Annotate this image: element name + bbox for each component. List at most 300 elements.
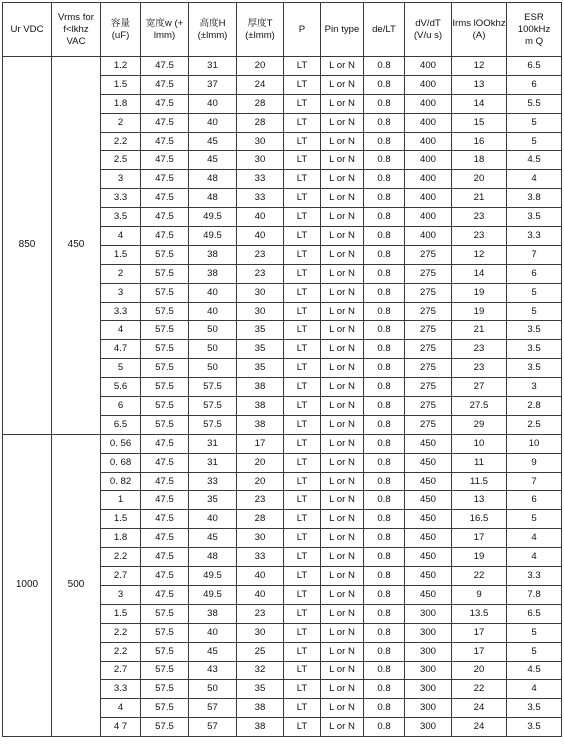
- cell-height: 50: [189, 680, 237, 699]
- cell-height: 50: [189, 321, 237, 340]
- cell-height: 38: [189, 264, 237, 283]
- cell-pin-type: L or N: [321, 397, 364, 416]
- cell-irms: 15: [452, 113, 507, 132]
- cell-height: 40: [189, 113, 237, 132]
- header-text: f<lkhz: [63, 23, 89, 35]
- header-text: (±lmm): [245, 29, 275, 41]
- cell-thickness: 17: [237, 434, 284, 453]
- cell-height: 40: [189, 623, 237, 642]
- cell-pin-type: L or N: [321, 57, 364, 76]
- cell-pin-type: L or N: [321, 434, 364, 453]
- cell-dv-dt: 275: [405, 321, 452, 340]
- header-text: dV/dT: [415, 17, 441, 29]
- cell-height: 31: [189, 453, 237, 472]
- cell-capacitance: 2.2: [101, 548, 141, 567]
- cell-height: 45: [189, 132, 237, 151]
- cell-pin-type: L or N: [321, 699, 364, 718]
- cell-esr: 3.8: [507, 189, 562, 208]
- cell-de-lt: 0.8: [364, 623, 405, 642]
- table-body: [3, 57, 562, 737]
- cell-de-lt: 0.8: [364, 510, 405, 529]
- cell-de-lt: 0.8: [364, 132, 405, 151]
- header-text: Vrms for: [58, 11, 94, 23]
- cell-width: 57.5: [141, 699, 189, 718]
- cell-de-lt: 0.8: [364, 283, 405, 302]
- cell-irms: 18: [452, 151, 507, 170]
- cell-capacitance: 1.2: [101, 57, 141, 76]
- cell-esr: 3.5: [507, 321, 562, 340]
- header-row: [3, 3, 562, 57]
- cell-capacitance: 2: [101, 264, 141, 283]
- cell-pin-type: L or N: [321, 75, 364, 94]
- cell-de-lt: 0.8: [364, 264, 405, 283]
- cell-width: 57.5: [141, 264, 189, 283]
- cell-capacitance: 2.5: [101, 151, 141, 170]
- cell-width: 57.5: [141, 283, 189, 302]
- cell-thickness: 35: [237, 321, 284, 340]
- cell-pin-type: L or N: [321, 94, 364, 113]
- cell-capacitance: 2.2: [101, 623, 141, 642]
- header-esr: [507, 3, 562, 57]
- cell-pin-type: L or N: [321, 340, 364, 359]
- cell-irms: 22: [452, 680, 507, 699]
- cell-height: 38: [189, 245, 237, 264]
- cell-width: 47.5: [141, 453, 189, 472]
- cell-dv-dt: 275: [405, 264, 452, 283]
- cell-height: 57.5: [189, 378, 237, 397]
- cell-width: 57.5: [141, 623, 189, 642]
- cell-pin-type: L or N: [321, 227, 364, 246]
- cell-de-lt: 0.8: [364, 529, 405, 548]
- cell-de-lt: 0.8: [364, 472, 405, 491]
- cell-capacitance: 3.3: [101, 302, 141, 321]
- cell-esr: 3.3: [507, 227, 562, 246]
- header-width: [141, 3, 189, 57]
- cell-width: 57.5: [141, 359, 189, 378]
- cell-de-lt: 0.8: [364, 189, 405, 208]
- cell-height: 40: [189, 510, 237, 529]
- cell-width: 57.5: [141, 642, 189, 661]
- cell-thickness: 30: [237, 302, 284, 321]
- cell-esr: 3.5: [507, 699, 562, 718]
- cell-capacitance: 0. 68: [101, 453, 141, 472]
- header-text: lmm): [153, 29, 176, 41]
- header-text: m Q: [524, 35, 544, 47]
- cell-esr: 4: [507, 529, 562, 548]
- cell-pin-type: L or N: [321, 585, 364, 604]
- cell-thickness: 28: [237, 94, 284, 113]
- cell-thickness: 30: [237, 623, 284, 642]
- cell-pitch: LT: [284, 94, 321, 113]
- cell-esr: 6.5: [507, 604, 562, 623]
- cell-thickness: 38: [237, 699, 284, 718]
- cell-pitch: LT: [284, 283, 321, 302]
- cell-irms: 24: [452, 699, 507, 718]
- cell-de-lt: 0.8: [364, 585, 405, 604]
- header-text: (uF): [111, 29, 130, 41]
- cell-esr: 3.5: [507, 208, 562, 227]
- cell-dv-dt: 450: [405, 510, 452, 529]
- cell-width: 47.5: [141, 585, 189, 604]
- cell-esr: 7: [507, 245, 562, 264]
- cell-capacitance: 1.8: [101, 94, 141, 113]
- cell-thickness: 20: [237, 472, 284, 491]
- cell-thickness: 35: [237, 359, 284, 378]
- cell-dv-dt: 300: [405, 718, 452, 737]
- header-ur-vdc: [3, 3, 52, 57]
- cell-thickness: 28: [237, 113, 284, 132]
- cell-pitch: LT: [284, 510, 321, 529]
- cell-pitch: LT: [284, 359, 321, 378]
- cell-pin-type: L or N: [321, 642, 364, 661]
- cell-pitch: LT: [284, 415, 321, 434]
- header-capacitance: [101, 3, 141, 57]
- table-header: [3, 3, 562, 57]
- cell-irms: 17: [452, 642, 507, 661]
- cell-pitch: LT: [284, 623, 321, 642]
- cell-capacitance: 6.5: [101, 415, 141, 434]
- cell-irms: 19: [452, 548, 507, 567]
- cell-capacitance: 1.5: [101, 75, 141, 94]
- cell-pitch: LT: [284, 661, 321, 680]
- cell-irms: 13: [452, 491, 507, 510]
- cell-dv-dt: 450: [405, 529, 452, 548]
- cell-pitch: LT: [284, 604, 321, 623]
- cell-thickness: 25: [237, 642, 284, 661]
- cell-thickness: 32: [237, 661, 284, 680]
- cell-pin-type: L or N: [321, 453, 364, 472]
- cell-irms: 27: [452, 378, 507, 397]
- cell-pitch: LT: [284, 378, 321, 397]
- cell-dv-dt: 450: [405, 491, 452, 510]
- cell-pitch: LT: [284, 245, 321, 264]
- header-pitch: [284, 3, 321, 57]
- cell-dv-dt: 275: [405, 378, 452, 397]
- cell-capacitance: 4: [101, 321, 141, 340]
- cell-pitch: LT: [284, 321, 321, 340]
- header-de-lt: [364, 3, 405, 57]
- cell-esr: 3.5: [507, 340, 562, 359]
- cell-esr: 5: [507, 623, 562, 642]
- header-text: (V/u s): [413, 29, 443, 41]
- cell-pin-type: L or N: [321, 245, 364, 264]
- cell-dv-dt: 300: [405, 661, 452, 680]
- cell-pitch: LT: [284, 302, 321, 321]
- cell-width: 47.5: [141, 548, 189, 567]
- cell-pitch: LT: [284, 529, 321, 548]
- cell-height: 49.5: [189, 227, 237, 246]
- cell-dv-dt: 400: [405, 208, 452, 227]
- cell-esr: 4: [507, 548, 562, 567]
- cell-esr: 2.8: [507, 397, 562, 416]
- cell-height: 50: [189, 340, 237, 359]
- cell-dv-dt: 450: [405, 548, 452, 567]
- cell-esr: 4: [507, 680, 562, 699]
- cell-irms: 16.5: [452, 510, 507, 529]
- cell-irms: 21: [452, 189, 507, 208]
- cell-thickness: 33: [237, 170, 284, 189]
- cell-pin-type: L or N: [321, 415, 364, 434]
- cell-irms: 12: [452, 57, 507, 76]
- cell-esr: 6: [507, 491, 562, 510]
- cell-width: 47.5: [141, 567, 189, 586]
- cell-irms: 29: [452, 415, 507, 434]
- header-text: VAC: [66, 35, 86, 47]
- cell-dv-dt: 275: [405, 340, 452, 359]
- cell-thickness: 30: [237, 529, 284, 548]
- cell-de-lt: 0.8: [364, 415, 405, 434]
- cell-pin-type: L or N: [321, 283, 364, 302]
- cell-irms: 12: [452, 245, 507, 264]
- cell-width: 47.5: [141, 170, 189, 189]
- cell-pitch: LT: [284, 113, 321, 132]
- header-text: 宽度w (+: [145, 17, 184, 29]
- cell-height: 57.5: [189, 397, 237, 416]
- cell-pitch: LT: [284, 340, 321, 359]
- cell-esr: 3: [507, 378, 562, 397]
- cell-capacitance: 0. 56: [101, 434, 141, 453]
- cell-pin-type: L or N: [321, 359, 364, 378]
- cell-capacitance: 4: [101, 227, 141, 246]
- cell-pitch: LT: [284, 434, 321, 453]
- header-dv-dt: [405, 3, 452, 57]
- header-text: Irms lOOkhz: [452, 17, 506, 29]
- cell-pin-type: L or N: [321, 510, 364, 529]
- cell-dv-dt: 275: [405, 397, 452, 416]
- cell-irms: 19: [452, 302, 507, 321]
- cell-dv-dt: 450: [405, 472, 452, 491]
- header-text: P: [298, 23, 306, 35]
- cell-de-lt: 0.8: [364, 75, 405, 94]
- cell-pin-type: L or N: [321, 170, 364, 189]
- cell-de-lt: 0.8: [364, 208, 405, 227]
- cell-capacitance: 1.5: [101, 604, 141, 623]
- cell-esr: 3.5: [507, 359, 562, 378]
- cell-width: 57.5: [141, 661, 189, 680]
- cell-dv-dt: 450: [405, 434, 452, 453]
- cell-width: 57.5: [141, 397, 189, 416]
- cell-height: 49.5: [189, 208, 237, 227]
- cell-thickness: 24: [237, 75, 284, 94]
- cell-thickness: 38: [237, 415, 284, 434]
- cell-de-lt: 0.8: [364, 604, 405, 623]
- cell-pitch: LT: [284, 718, 321, 737]
- cell-height: 49.5: [189, 585, 237, 604]
- table-row: [3, 57, 562, 76]
- cell-de-lt: 0.8: [364, 548, 405, 567]
- cell-dv-dt: 300: [405, 699, 452, 718]
- cell-dv-dt: 275: [405, 283, 452, 302]
- cell-capacitance: 1.8: [101, 529, 141, 548]
- cell-capacitance: 3: [101, 585, 141, 604]
- cell-pin-type: L or N: [321, 718, 364, 737]
- cell-pin-type: L or N: [321, 680, 364, 699]
- cell-pin-type: L or N: [321, 264, 364, 283]
- cell-de-lt: 0.8: [364, 567, 405, 586]
- cell-de-lt: 0.8: [364, 434, 405, 453]
- cell-pitch: LT: [284, 132, 321, 151]
- cell-pitch: LT: [284, 548, 321, 567]
- header-text: de/LT: [372, 23, 396, 35]
- cell-pin-type: L or N: [321, 529, 364, 548]
- header-text: ESR 100kHz: [517, 11, 551, 35]
- header-text: 容量: [110, 17, 131, 29]
- header-irms: [452, 3, 507, 57]
- cell-pitch: LT: [284, 453, 321, 472]
- cell-height: 43: [189, 661, 237, 680]
- cell-capacitance: 5.6: [101, 378, 141, 397]
- cell-esr: 5: [507, 302, 562, 321]
- cell-width: 47.5: [141, 75, 189, 94]
- cell-pitch: LT: [284, 57, 321, 76]
- cell-thickness: 23: [237, 264, 284, 283]
- cell-de-lt: 0.8: [364, 321, 405, 340]
- cell-thickness: 33: [237, 189, 284, 208]
- cell-pin-type: L or N: [321, 151, 364, 170]
- cell-width: 47.5: [141, 151, 189, 170]
- cell-de-lt: 0.8: [364, 680, 405, 699]
- cell-pitch: LT: [284, 264, 321, 283]
- cell-de-lt: 0.8: [364, 397, 405, 416]
- cell-thickness: 30: [237, 283, 284, 302]
- cell-de-lt: 0.8: [364, 302, 405, 321]
- cell-dv-dt: 400: [405, 113, 452, 132]
- cell-capacitance: 2.2: [101, 642, 141, 661]
- cell-irms: 14: [452, 94, 507, 113]
- cell-capacitance: 2.7: [101, 661, 141, 680]
- cell-capacitance: 1: [101, 491, 141, 510]
- cell-de-lt: 0.8: [364, 359, 405, 378]
- cell-dv-dt: 400: [405, 189, 452, 208]
- cell-thickness: 23: [237, 604, 284, 623]
- cell-esr: 3.5: [507, 718, 562, 737]
- cell-esr: 7: [507, 472, 562, 491]
- cell-irms: 23: [452, 208, 507, 227]
- cell-irms: 23: [452, 340, 507, 359]
- cell-dv-dt: 300: [405, 680, 452, 699]
- cell-dv-dt: 275: [405, 359, 452, 378]
- cell-pitch: LT: [284, 208, 321, 227]
- cell-capacitance: 3.5: [101, 208, 141, 227]
- cell-thickness: 40: [237, 208, 284, 227]
- cell-irms: 19: [452, 283, 507, 302]
- cell-dv-dt: 400: [405, 75, 452, 94]
- cell-de-lt: 0.8: [364, 699, 405, 718]
- cell-esr: 10: [507, 434, 562, 453]
- cell-pin-type: L or N: [321, 321, 364, 340]
- cell-width: 57.5: [141, 340, 189, 359]
- cell-pitch: LT: [284, 642, 321, 661]
- cell-height: 45: [189, 151, 237, 170]
- cell-pin-type: L or N: [321, 189, 364, 208]
- header-height: [189, 3, 237, 57]
- header-text: (±lmm): [197, 29, 228, 41]
- cell-esr: 3.3: [507, 567, 562, 586]
- cell-dv-dt: 400: [405, 227, 452, 246]
- cell-height: 49.5: [189, 567, 237, 586]
- header-vrms: [52, 3, 101, 57]
- header-text: Pin type: [324, 23, 360, 35]
- cell-pitch: LT: [284, 680, 321, 699]
- cell-irms: 13: [452, 75, 507, 94]
- cell-width: 47.5: [141, 510, 189, 529]
- cell-pin-type: L or N: [321, 604, 364, 623]
- group-vrms: 450: [52, 57, 101, 435]
- cell-irms: 20: [452, 661, 507, 680]
- header-text: (A): [472, 29, 486, 41]
- header-thickness: [237, 3, 284, 57]
- cell-width: 47.5: [141, 57, 189, 76]
- cell-esr: 5: [507, 510, 562, 529]
- cell-esr: 4.5: [507, 151, 562, 170]
- cell-width: 47.5: [141, 132, 189, 151]
- cell-dv-dt: 400: [405, 170, 452, 189]
- cell-de-lt: 0.8: [364, 453, 405, 472]
- cell-pitch: LT: [284, 585, 321, 604]
- header-pin-type: [321, 3, 364, 57]
- cell-esr: 5: [507, 113, 562, 132]
- cell-pitch: LT: [284, 472, 321, 491]
- cell-capacitance: 1.5: [101, 245, 141, 264]
- cell-esr: 5: [507, 642, 562, 661]
- cell-irms: 20: [452, 170, 507, 189]
- cell-height: 37: [189, 75, 237, 94]
- cell-thickness: 40: [237, 227, 284, 246]
- cell-width: 47.5: [141, 113, 189, 132]
- cell-width: 57.5: [141, 302, 189, 321]
- cell-de-lt: 0.8: [364, 491, 405, 510]
- cell-thickness: 38: [237, 397, 284, 416]
- cell-dv-dt: 400: [405, 132, 452, 151]
- cell-height: 48: [189, 548, 237, 567]
- cell-de-lt: 0.8: [364, 57, 405, 76]
- cell-pitch: LT: [284, 170, 321, 189]
- cell-irms: 27.5: [452, 397, 507, 416]
- cell-pin-type: L or N: [321, 132, 364, 151]
- cell-esr: 6: [507, 75, 562, 94]
- cell-capacitance: 4.7: [101, 340, 141, 359]
- cell-width: 57.5: [141, 718, 189, 737]
- cell-esr: 4: [507, 170, 562, 189]
- cell-height: 33: [189, 472, 237, 491]
- cell-capacitance: 2.2: [101, 132, 141, 151]
- cell-thickness: 20: [237, 453, 284, 472]
- header-text: 厚度T: [247, 17, 273, 29]
- cell-de-lt: 0.8: [364, 718, 405, 737]
- cell-de-lt: 0.8: [364, 642, 405, 661]
- cell-capacitance: 4 7: [101, 718, 141, 737]
- cell-irms: 22: [452, 567, 507, 586]
- cell-pin-type: L or N: [321, 623, 364, 642]
- cell-height: 31: [189, 57, 237, 76]
- cell-de-lt: 0.8: [364, 151, 405, 170]
- cell-thickness: 28: [237, 510, 284, 529]
- cell-de-lt: 0.8: [364, 227, 405, 246]
- cell-de-lt: 0.8: [364, 340, 405, 359]
- cell-pin-type: L or N: [321, 378, 364, 397]
- cell-width: 57.5: [141, 415, 189, 434]
- cell-capacitance: 6: [101, 397, 141, 416]
- cell-thickness: 23: [237, 491, 284, 510]
- cell-width: 47.5: [141, 94, 189, 113]
- cell-esr: 7.8: [507, 585, 562, 604]
- cell-height: 35: [189, 491, 237, 510]
- cell-esr: 5: [507, 283, 562, 302]
- cell-irms: 24: [452, 718, 507, 737]
- cell-dv-dt: 450: [405, 585, 452, 604]
- table-row: [3, 434, 562, 453]
- cell-pitch: LT: [284, 75, 321, 94]
